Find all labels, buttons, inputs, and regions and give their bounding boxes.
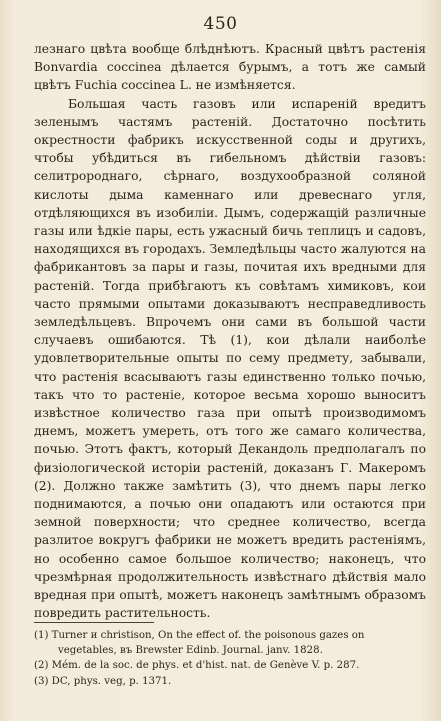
footnote-1: (1) Turner и christison, On the effect of. the poisonous gazes on — [34, 630, 365, 641]
footnote-3: (3) DC, phys. veg, p. 1371. — [34, 675, 172, 687]
body-text — [34, 40, 426, 623]
footnote-rule — [34, 622, 154, 623]
footnotes — [34, 628, 426, 689]
page-number: 450 — [203, 14, 238, 34]
paragraph-gases: Большая часть газовъ или испареній вредитъ зеленымъ частямъ растеній. Достаточно посѣтить окрестности фабрикъ искусственной соды и другихъ, чтобы убѣдиться въ гибельномъ дѣйствіи газовъ: селитророднаго, сѣрнаго, воздухообразной соляной кислоты дыма каменнаго или древеснаго угля, отдѣляющихся въ изобиліи. Дымъ, содержащій различные газы или ѣдкіе пары, есть ужасный бичь теплицъ и садовъ, находящихся въ городахъ. Земледѣльцы часто жалуются на фабрикантовъ за пары и газы, почитая ихъ вредными для растеній. Тогда прибѣгаютъ къ совѣтамъ химиковъ, кои часто прямыми опытами доказываютъ несправедливость земледѣльцевъ. Впрочемъ они сами въ большой части случаевъ ошибаются. Тѣ (1), кои дѣлали наиболѣе удовлетворительные опыты по сему предмету, забывали, что растенія всасываютъ газы единственно только почью, такъ что то растеніе, которое весьма хорошо выноситъ извѣстное количество газа при опытѣ производимомъ днемъ, можетъ умереть, отъ того же самаго количества, почью. Этотъ фактъ, который Декандоль предполагалъ по физіологической исторіи растеній, доказанъ Г. Макеромъ (2). Должно также замѣтить (3), что днемъ пары легко поднимаются, а почью они опадаютъ или остаются при земной поверхности; что среднее количество, всегда разлитое вокругъ фабрики не можетъ вредить растеніямъ, но особенно самое большое количество; наконецъ, что чрезмѣрная продолжительность извѣстнаго дѣйствія мало вредная при опытѣ, можетъ наконецъ замѣтнымъ образомъ повредить растительность. — [34, 96, 426, 621]
footnote-1-continuation: vegetables, въ Brewster Edinb. Journal. janv. 1828. — [58, 645, 323, 657]
paragraph-continuation: лезнаго цвѣта вообще блѣднѣютъ. Красный цвѣтъ растенія Bonvardia coccinea дѣлается бурымъ, а тотъ же самый цвѣтъ Fuchia coccinea L. не измѣняется. — [34, 42, 426, 93]
footnote-2: (2) Mém. de la soc. de phys. et d'hist. nat. de Genève V. p. 287. — [34, 660, 360, 672]
